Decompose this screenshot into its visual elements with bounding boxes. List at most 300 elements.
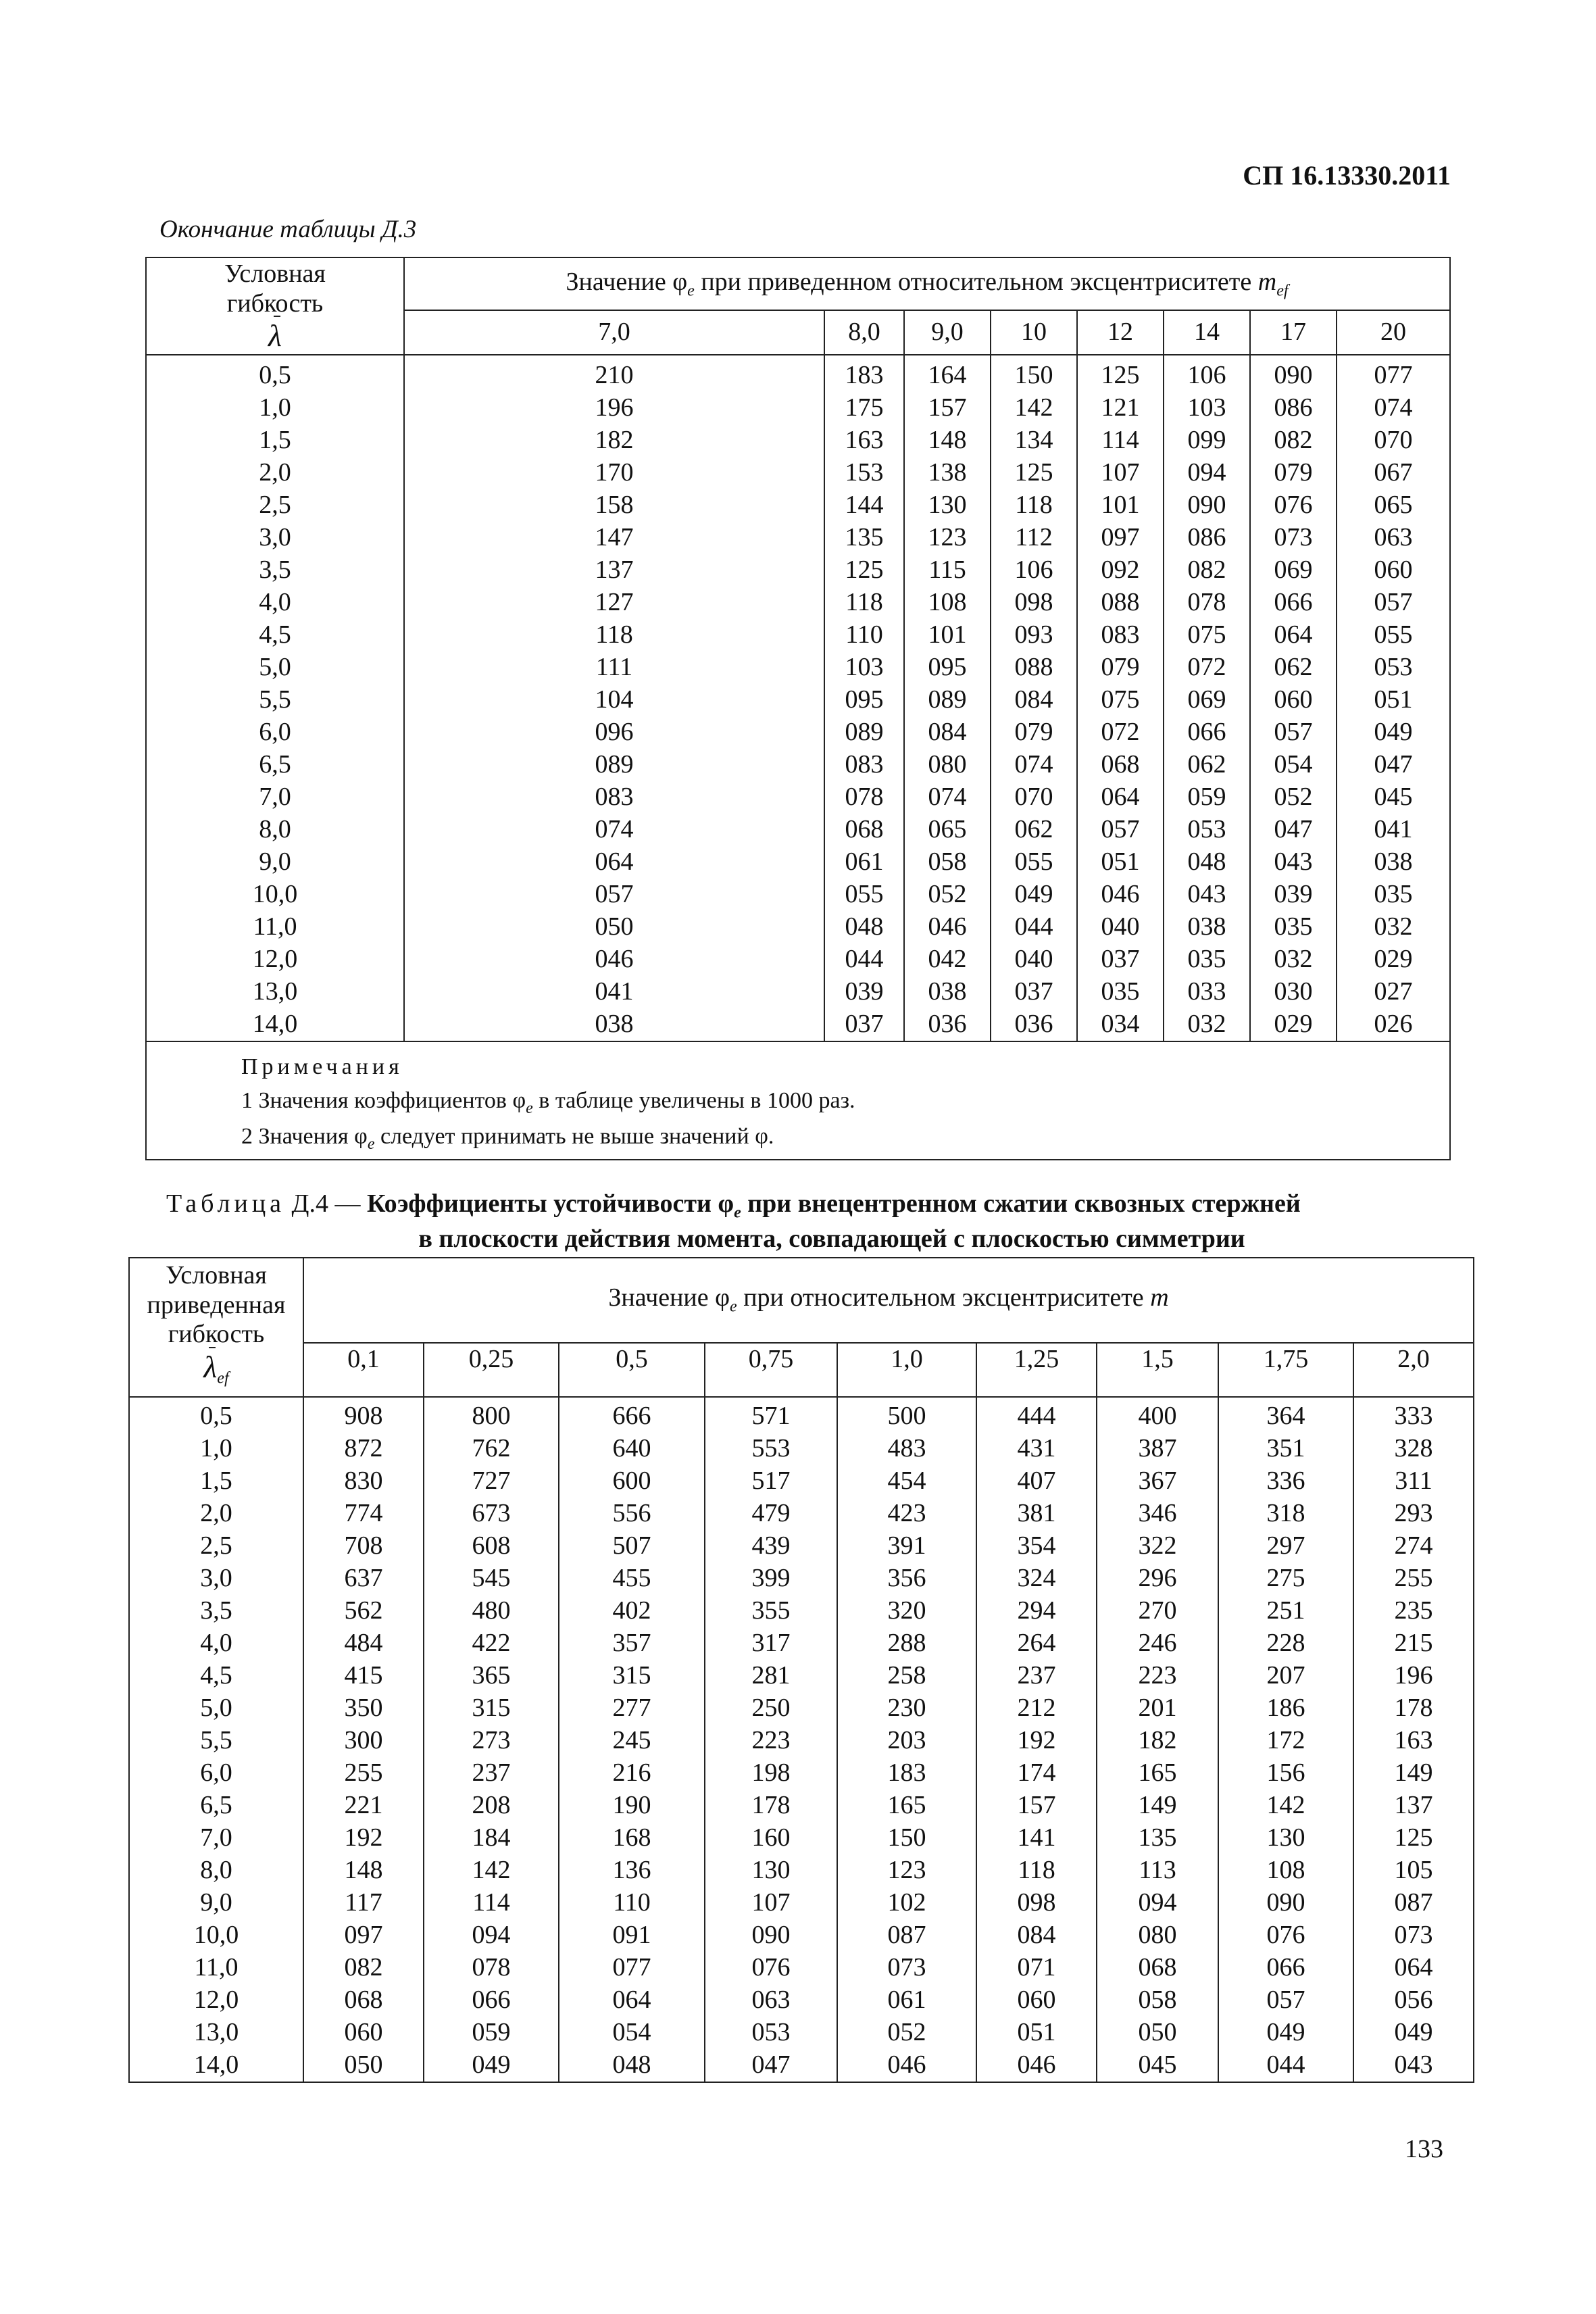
slenderness-cell: 0,5 [146, 355, 404, 392]
value-cell: 235 [1353, 1595, 1474, 1627]
value-cell: 082 [1250, 424, 1337, 457]
value-cell: 294 [976, 1595, 1097, 1627]
value-cell: 066 [424, 1984, 559, 2017]
value-cell: 074 [404, 814, 824, 846]
value-cell: 439 [705, 1530, 837, 1562]
value-cell: 069 [1250, 554, 1337, 587]
value-cell: 086 [1164, 522, 1250, 554]
value-cell: 830 [303, 1465, 424, 1498]
reduced-slenderness-cell: 8,0 [129, 1854, 303, 1887]
value-cell: 068 [303, 1984, 424, 2017]
value-cell: 322 [1097, 1530, 1218, 1562]
reduced-slenderness-cell: 11,0 [129, 1952, 303, 1984]
value-cell: 117 [303, 1887, 424, 1919]
value-cell: 046 [976, 2049, 1097, 2082]
value-cell: 078 [1164, 587, 1250, 619]
value-cell: 047 [1337, 749, 1450, 781]
slenderness-cell: 7,0 [146, 781, 404, 814]
value-cell: 044 [991, 911, 1077, 943]
column-header: 0,75 [705, 1343, 837, 1397]
value-cell: 072 [1164, 651, 1250, 684]
value-cell: 144 [824, 489, 904, 522]
reduced-slenderness-cell: 6,5 [129, 1790, 303, 1822]
value-cell: 101 [904, 619, 991, 651]
value-cell: 315 [559, 1660, 705, 1692]
value-cell: 666 [559, 1397, 705, 1433]
value-cell: 182 [404, 424, 824, 457]
value-cell: 068 [824, 814, 904, 846]
table-row [129, 1725, 1474, 1757]
reduced-slenderness-cell: 5,5 [129, 1725, 303, 1757]
value-cell: 047 [705, 2049, 837, 2082]
table-row [129, 1919, 1474, 1952]
value-cell: 046 [904, 911, 991, 943]
value-cell: 105 [1353, 1854, 1474, 1887]
value-cell: 210 [404, 355, 824, 392]
value-cell: 125 [824, 554, 904, 587]
value-cell: 101 [1077, 489, 1164, 522]
value-cell: 174 [976, 1757, 1097, 1790]
value-cell: 108 [904, 587, 991, 619]
table-row [146, 457, 1450, 489]
value-cell: 043 [1250, 846, 1337, 879]
value-cell: 059 [424, 2017, 559, 2049]
slenderness-cell: 9,0 [146, 846, 404, 879]
page-number: 133 [1405, 2135, 1443, 2163]
value-cell: 074 [1337, 392, 1450, 424]
reduced-slenderness-cell: 4,5 [129, 1660, 303, 1692]
table-row [129, 1397, 1474, 1433]
reduced-slenderness-cell: 2,5 [129, 1530, 303, 1562]
value-cell: 076 [1250, 489, 1337, 522]
value-cell: 035 [1337, 879, 1450, 911]
table-row [129, 1562, 1474, 1595]
value-cell: 038 [1164, 911, 1250, 943]
value-cell: 134 [991, 424, 1077, 457]
value-cell: 090 [1250, 355, 1337, 392]
value-cell: 800 [424, 1397, 559, 1433]
table-continuation-caption: Окончание таблицы Д.3 [159, 216, 417, 243]
value-cell: 062 [1164, 749, 1250, 781]
slenderness-header-line1: Условная [224, 260, 326, 288]
value-cell: 163 [1353, 1725, 1474, 1757]
value-cell: 354 [976, 1530, 1097, 1562]
value-header-d4: Значение $\varphi_e$ при относительном эксцентриситете m [303, 1258, 1474, 1343]
value-cell: 182 [1097, 1725, 1218, 1757]
value-cell: 251 [1218, 1595, 1353, 1627]
value-cell: 391 [837, 1530, 976, 1562]
value-cell: 052 [904, 879, 991, 911]
value-cell: 114 [1077, 424, 1164, 457]
value-cell: 115 [904, 554, 991, 587]
value-cell: 293 [1353, 1498, 1474, 1530]
value-cell: 070 [991, 781, 1077, 814]
table-label: Таблица [166, 1189, 286, 1218]
table-row [146, 749, 1450, 781]
value-cell: 059 [1164, 781, 1250, 814]
value-cell: 029 [1337, 943, 1450, 976]
value-cell: 148 [904, 424, 991, 457]
column-header: 1,25 [976, 1343, 1097, 1397]
value-cell: 065 [904, 814, 991, 846]
note-1: 1 Значения коэффициентов $\varphi_e$ в таблице увеличены в 1000 раз. [241, 1087, 855, 1117]
slenderness-cell: 3,5 [146, 554, 404, 587]
table-row [146, 651, 1450, 684]
value-cell: 093 [991, 619, 1077, 651]
value-header-sub: e [687, 282, 695, 300]
value-cell: 094 [1164, 457, 1250, 489]
column-header: 8,0 [824, 310, 904, 355]
table-row [129, 2017, 1474, 2049]
column-header: 0,25 [424, 1343, 559, 1397]
value-cell: 367 [1097, 1465, 1218, 1498]
value-cell: 108 [1218, 1854, 1353, 1887]
value-cell: 365 [424, 1660, 559, 1692]
slenderness-cell: 4,5 [146, 619, 404, 651]
value-cell: 039 [824, 976, 904, 1008]
value-cell: 153 [824, 457, 904, 489]
column-header: 1,75 [1218, 1343, 1353, 1397]
reduced-slenderness-cell: 9,0 [129, 1887, 303, 1919]
value-cell: 080 [1097, 1919, 1218, 1952]
value-cell: 040 [991, 943, 1077, 976]
value-cell: 324 [976, 1562, 1097, 1595]
value-cell: 141 [976, 1822, 1097, 1854]
value-cell: 484 [303, 1627, 424, 1660]
value-cell: 250 [705, 1692, 837, 1725]
note-2: 2 Значения $\varphi_e$ следует принимать не выше значений φ. [241, 1124, 774, 1153]
value-cell: 074 [904, 781, 991, 814]
value-cell: 106 [991, 554, 1077, 587]
value-cell: 087 [837, 1919, 976, 1952]
value-cell: 223 [1097, 1660, 1218, 1692]
value-cell: 178 [705, 1790, 837, 1822]
slenderness-cell: 8,0 [146, 814, 404, 846]
value-cell: 142 [1218, 1790, 1353, 1822]
value-cell: 455 [559, 1562, 705, 1595]
value-cell: 068 [1077, 749, 1164, 781]
value-cell: 277 [559, 1692, 705, 1725]
value-cell: 258 [837, 1660, 976, 1692]
value-cell: 192 [976, 1725, 1097, 1757]
value-cell: 091 [559, 1919, 705, 1952]
slenderness-cell: 3,0 [146, 522, 404, 554]
value-cell: 483 [837, 1433, 976, 1465]
value-cell: 048 [824, 911, 904, 943]
value-cell: 112 [991, 522, 1077, 554]
slenderness-cell: 14,0 [146, 1008, 404, 1041]
table-row [129, 1984, 1474, 2017]
value-header-m: m [1257, 267, 1277, 296]
value-cell: 082 [303, 1952, 424, 1984]
value-cell: 333 [1353, 1397, 1474, 1433]
value-cell: 053 [1164, 814, 1250, 846]
value-cell: 351 [1218, 1433, 1353, 1465]
value-cell: 135 [824, 522, 904, 554]
value-cell: 049 [1353, 2017, 1474, 2049]
value-cell: 045 [1337, 781, 1450, 814]
value-cell: 281 [705, 1660, 837, 1692]
slenderness-header-line2: гибкость [226, 289, 324, 318]
value-cell: 190 [559, 1790, 705, 1822]
value-cell: 381 [976, 1498, 1097, 1530]
value-cell: 084 [991, 684, 1077, 716]
table-row [129, 1790, 1474, 1822]
value-cell: 061 [837, 1984, 976, 2017]
reduced-slenderness-cell: 4,0 [129, 1627, 303, 1660]
column-header: 7,0 [404, 310, 824, 355]
value-cell: 186 [1218, 1692, 1353, 1725]
value-cell: 422 [424, 1627, 559, 1660]
value-cell: 123 [904, 522, 991, 554]
value-cell: 084 [976, 1919, 1097, 1952]
value-cell: 082 [1164, 554, 1250, 587]
value-cell: 090 [705, 1919, 837, 1952]
value-cell: 137 [1353, 1790, 1474, 1822]
value-cell: 051 [1337, 684, 1450, 716]
value-cell: 178 [1353, 1692, 1474, 1725]
value-cell: 184 [424, 1822, 559, 1854]
value-cell: 049 [424, 2049, 559, 2082]
table-row [129, 1757, 1474, 1790]
table-row [129, 1498, 1474, 1530]
value-cell: 027 [1337, 976, 1450, 1008]
value-cell: 090 [1164, 489, 1250, 522]
value-cell: 073 [1250, 522, 1337, 554]
value-cell: 038 [904, 976, 991, 1008]
value-cell: 288 [837, 1627, 976, 1660]
value-cell: 158 [404, 489, 824, 522]
value-cell: 415 [303, 1660, 424, 1692]
table-row [146, 619, 1450, 651]
value-cell: 070 [1337, 424, 1450, 457]
value-cell: 113 [1097, 1854, 1218, 1887]
value-cell: 034 [1077, 1008, 1164, 1041]
table-row [146, 587, 1450, 619]
value-cell: 106 [1164, 355, 1250, 392]
value-cell: 033 [1164, 976, 1250, 1008]
table-row [129, 1952, 1474, 1984]
table-row [146, 781, 1450, 814]
slenderness-cell: 5,0 [146, 651, 404, 684]
value-cell: 060 [976, 1984, 1097, 2017]
value-cell: 095 [824, 684, 904, 716]
value-cell: 064 [404, 846, 824, 879]
value-cell: 084 [904, 716, 991, 749]
reduced-slenderness-cell: 1,5 [129, 1465, 303, 1498]
value-cell: 150 [837, 1822, 976, 1854]
value-cell: 165 [837, 1790, 976, 1822]
table-row [146, 522, 1450, 554]
value-cell: 110 [824, 619, 904, 651]
value-cell: 637 [303, 1562, 424, 1595]
value-cell: 083 [404, 781, 824, 814]
value-cell: 774 [303, 1498, 424, 1530]
value-cell: 035 [1250, 911, 1337, 943]
value-cell: 356 [837, 1562, 976, 1595]
value-cell: 092 [1077, 554, 1164, 587]
value-cell: 255 [303, 1757, 424, 1790]
value-cell: 203 [837, 1725, 976, 1757]
value-cell: 064 [1250, 619, 1337, 651]
value-cell: 264 [976, 1627, 1097, 1660]
value-cell: 044 [1218, 2049, 1353, 2082]
value-cell: 164 [904, 355, 991, 392]
value-cell: 275 [1218, 1562, 1353, 1595]
value-cell: 038 [404, 1008, 824, 1041]
value-cell: 079 [991, 716, 1077, 749]
value-cell: 035 [1077, 976, 1164, 1008]
value-cell: 110 [559, 1887, 705, 1919]
value-cell: 212 [976, 1692, 1097, 1725]
table-row [146, 554, 1450, 587]
reduced-slenderness-cell: 6,0 [129, 1757, 303, 1790]
value-cell: 562 [303, 1595, 424, 1627]
value-cell: 216 [559, 1757, 705, 1790]
value-cell: 098 [976, 1887, 1097, 1919]
value-cell: 872 [303, 1433, 424, 1465]
table-row [129, 1627, 1474, 1660]
slenderness-header [146, 257, 404, 355]
value-cell: 037 [1077, 943, 1164, 976]
lambda-symbol: λ [268, 318, 282, 353]
value-cell: 402 [559, 1595, 705, 1627]
value-cell: 077 [1337, 355, 1450, 392]
value-cell: 156 [1218, 1757, 1353, 1790]
value-cell: 098 [991, 587, 1077, 619]
value-cell: 058 [904, 846, 991, 879]
value-cell: 060 [303, 2017, 424, 2049]
reduced-slenderness-cell: 7,0 [129, 1822, 303, 1854]
value-cell: 049 [1337, 716, 1450, 749]
value-cell: 066 [1164, 716, 1250, 749]
value-cell: 727 [424, 1465, 559, 1498]
table-number: Д.4 — [285, 1189, 367, 1218]
value-cell: 121 [1077, 392, 1164, 424]
value-cell: 041 [404, 976, 824, 1008]
value-cell: 444 [976, 1397, 1097, 1433]
value-cell: 050 [404, 911, 824, 943]
value-cell: 043 [1353, 2049, 1474, 2082]
table-row [146, 489, 1450, 522]
value-cell: 423 [837, 1498, 976, 1530]
value-cell: 454 [837, 1465, 976, 1498]
reduced-slenderness-header [129, 1258, 303, 1397]
value-cell: 297 [1218, 1530, 1353, 1562]
value-cell: 556 [559, 1498, 705, 1530]
value-cell: 095 [904, 651, 991, 684]
value-cell: 274 [1353, 1530, 1474, 1562]
value-cell: 480 [424, 1595, 559, 1627]
value-cell: 099 [1164, 424, 1250, 457]
column-header: 0,5 [559, 1343, 705, 1397]
value-cell: 079 [1077, 651, 1164, 684]
value-cell: 041 [1337, 814, 1450, 846]
value-cell: 039 [1250, 879, 1337, 911]
value-header-m-sub: ef [1276, 282, 1289, 300]
value-cell: 196 [404, 392, 824, 424]
value-cell: 118 [404, 619, 824, 651]
lambda-ef-symbol: λ [203, 1350, 218, 1385]
value-cell: 032 [1164, 1008, 1250, 1041]
reduced-slenderness-cell: 13,0 [129, 2017, 303, 2049]
value-cell: 076 [1218, 1919, 1353, 1952]
value-header-suffix: при приведенном относительном эксцентриситете [694, 267, 1258, 296]
value-cell: 157 [904, 392, 991, 424]
value-cell: 215 [1353, 1627, 1474, 1660]
value-cell: 136 [559, 1854, 705, 1887]
value-cell: 315 [424, 1692, 559, 1725]
value-cell: 237 [976, 1660, 1097, 1692]
lambda-ef-sub: ef [217, 1369, 229, 1387]
value-cell: 163 [824, 424, 904, 457]
table-title-line1: Коэффициенты устойчивости $\varphi_e$ при внецентренном сжатии сквозных стержней [366, 1189, 1301, 1222]
table-row [129, 1660, 1474, 1692]
table-row [146, 911, 1450, 943]
value-cell: 311 [1353, 1465, 1474, 1498]
table-row [146, 846, 1450, 879]
slenderness-cell: 6,0 [146, 716, 404, 749]
value-cell: 183 [824, 355, 904, 392]
column-header: 17 [1250, 310, 1337, 355]
value-cell: 042 [904, 943, 991, 976]
value-cell: 053 [705, 2017, 837, 2049]
table-row [129, 1595, 1474, 1627]
value-cell: 357 [559, 1627, 705, 1660]
value-cell: 320 [837, 1595, 976, 1627]
value-cell: 640 [559, 1433, 705, 1465]
reduced-slenderness-cell: 3,5 [129, 1595, 303, 1627]
value-cell: 130 [904, 489, 991, 522]
value-cell: 221 [303, 1790, 424, 1822]
reduced-slenderness-cell: 10,0 [129, 1919, 303, 1952]
value-cell: 104 [404, 684, 824, 716]
value-cell: 090 [1218, 1887, 1353, 1919]
value-cell: 600 [559, 1465, 705, 1498]
table-row [129, 1433, 1474, 1465]
value-cell: 908 [303, 1397, 424, 1433]
value-cell: 062 [991, 814, 1077, 846]
value-cell: 103 [824, 651, 904, 684]
table-row [146, 392, 1450, 424]
value-cell: 055 [824, 879, 904, 911]
value-cell: 230 [837, 1692, 976, 1725]
value-cell: 192 [303, 1822, 424, 1854]
table-row [146, 684, 1450, 716]
reduced-slenderness-cell: 12,0 [129, 1984, 303, 2017]
value-cell: 125 [1353, 1822, 1474, 1854]
value-cell: 237 [424, 1757, 559, 1790]
value-cell: 076 [705, 1952, 837, 1984]
value-cell: 400 [1097, 1397, 1218, 1433]
table-d4 [128, 1257, 1474, 2083]
value-cell: 046 [837, 2049, 976, 2082]
value-cell: 107 [705, 1887, 837, 1919]
table-title-line2: в плоскости действия момента, совпадающей с плоскостью симметрии [418, 1224, 1245, 1253]
value-cell: 125 [991, 457, 1077, 489]
value-cell: 255 [1353, 1562, 1474, 1595]
value-cell: 051 [1077, 846, 1164, 879]
slenderness-cell: 1,0 [146, 392, 404, 424]
value-cell: 553 [705, 1433, 837, 1465]
value-cell: 130 [1218, 1822, 1353, 1854]
value-cell: 097 [303, 1919, 424, 1952]
value-cell: 223 [705, 1725, 837, 1757]
value-cell: 038 [1337, 846, 1450, 879]
value-cell: 050 [1097, 2017, 1218, 2049]
table-row [146, 879, 1450, 911]
value-cell: 057 [1337, 587, 1450, 619]
